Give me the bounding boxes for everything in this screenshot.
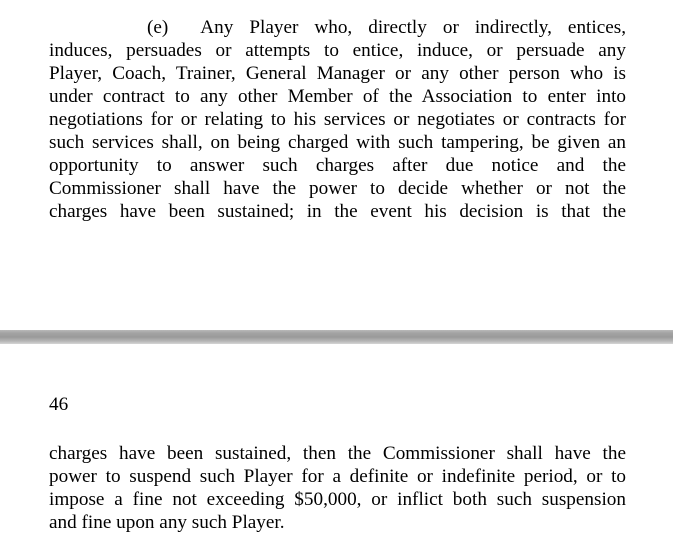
paragraph-line: (e) Any Player who, directly or indirectly, entices, [147,17,626,38]
paragraph-line: Player, Coach, Trainer, General Manager or any other person who is [49,63,626,84]
paragraph-line: under contract to any other Member of the Association to enter into [49,86,626,107]
paragraph-line: induces, persuades or attempts to entice, induce, or persuade any [49,40,626,61]
paragraph-line: charges have been sustained, then the Commissioner shall have the [49,443,626,464]
paragraph-line: opportunity to answer such charges after due notice and the [49,155,626,176]
page-number: 46 [49,394,69,415]
paragraph-line: negotiations for or relating to his services or negotiates or contracts for [49,109,626,130]
paragraph-line: Commissioner shall have the power to decide whether or not the [49,178,626,199]
paragraph-line: charges have been sustained; in the event his decision is that the [49,201,626,222]
paragraph-line: such services shall, on being charged with such tampering, be given an [49,132,626,153]
paragraph-line: and fine upon any such Player. [49,512,285,533]
paragraph-line: power to suspend such Player for a definite or indefinite period, or to [49,466,626,487]
page-break-divider [0,330,673,344]
paragraph-line: impose a fine not exceeding $50,000, or inflict both such suspension [49,489,626,510]
